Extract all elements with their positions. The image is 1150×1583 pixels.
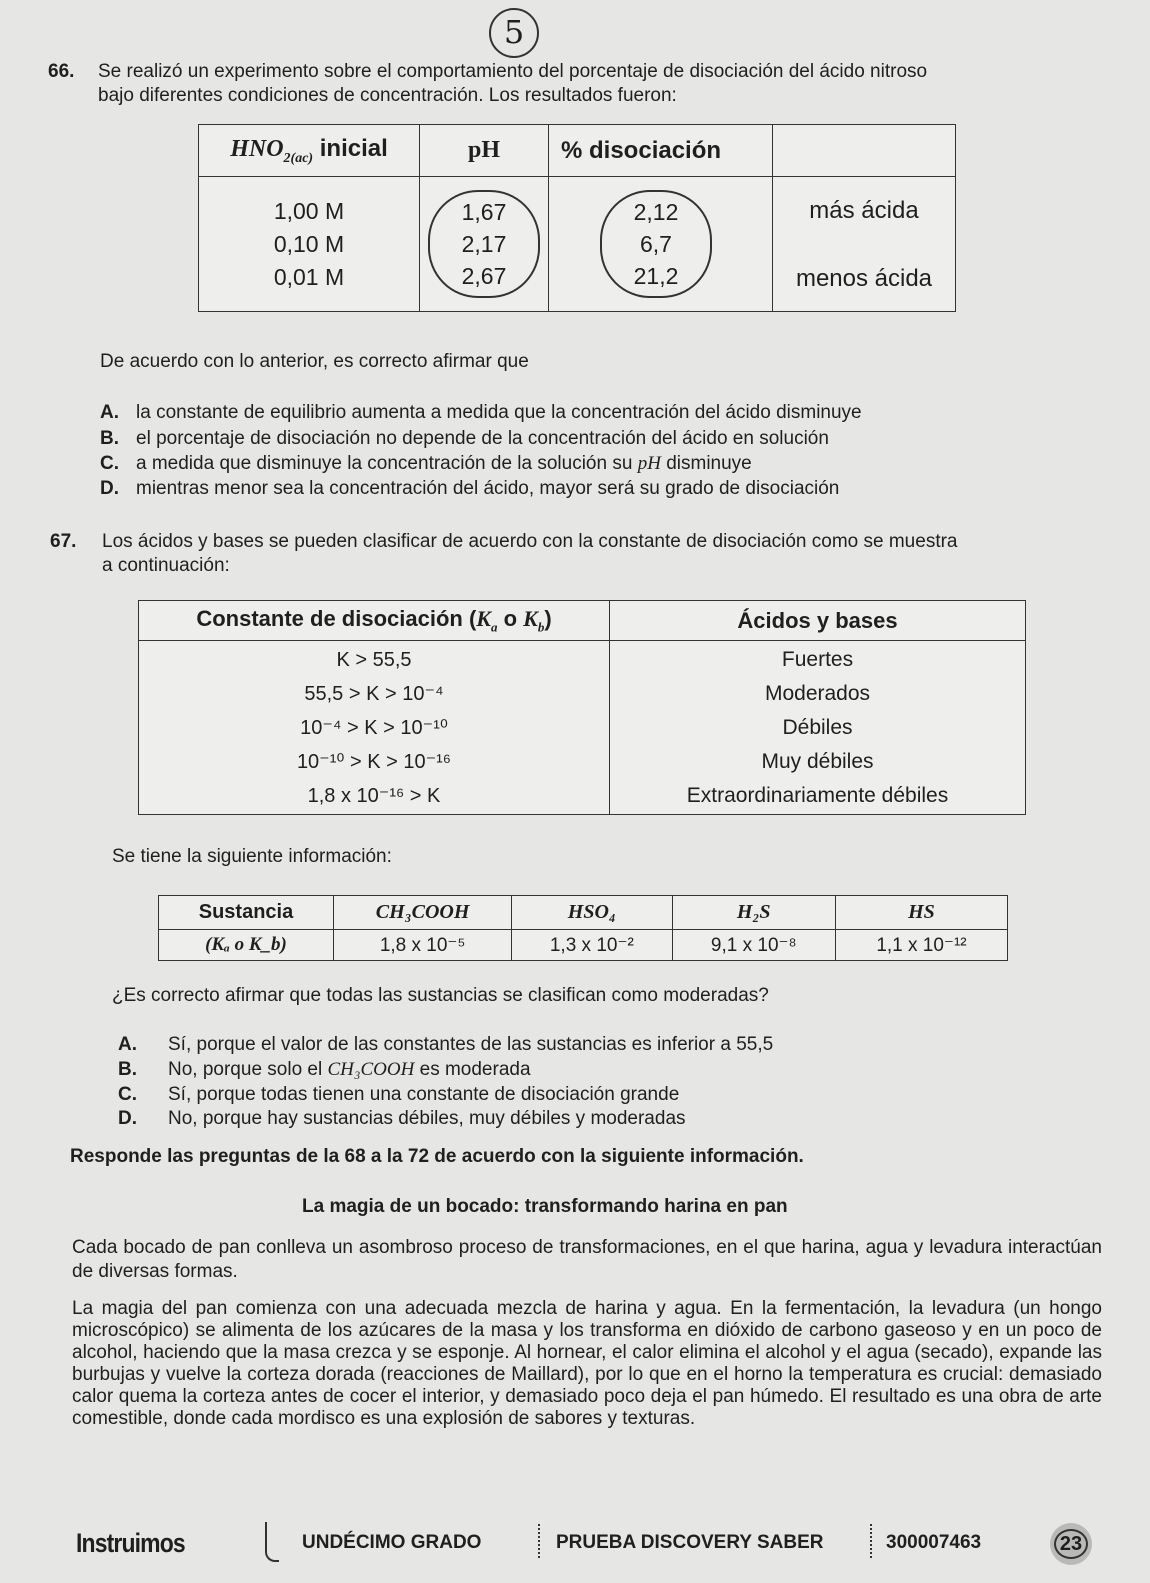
reading-paragraph-2: La magia del pan comienza con una adecuada mezcla de harina y agua. En la fermentación, la levadura (un hongo microscópico) se alimenta de los azúcares de la masa y los transforma en dióxido de carbono gaseoso y en un poco de alcohol, haciendo que la masa crezca y se esponje. Al hornear, el calor elimina el alcohol y el agua (secado), expande las burbujas y vuelve la corteza dorada (reacciones de Maillard), por lo que en el horno la temperatura es crucial: demasiado calor quema la corteza antes de cocer el interior, y demasiado poco deja el pan húmedo. El resultado es una obra de arte comestible, donde cada mordisco es una explosión de sabores y texturas. (72, 1298, 1102, 1429)
footer-bracket (265, 1522, 279, 1562)
q67-info-lead: Se tiene la siguiente información: (112, 846, 392, 867)
q66-note-col: más ácida menos ácida (773, 177, 956, 312)
q67-ranges-col: K > 55,5 55,5 > K > 10⁻⁴ 10⁻⁴ > K > 10⁻¹⁰ 10⁻¹⁰ > K > 10⁻¹⁶ 1,8 x 10⁻¹⁶ > K (139, 641, 610, 815)
substance-1: CH₃COOH (334, 896, 512, 930)
q66-ph-col (420, 177, 549, 312)
constant-header: (Kₐ o K_b) (159, 930, 334, 961)
q67-substances-table (158, 895, 1008, 961)
q66-header-ph: pH (420, 125, 549, 177)
q67-number: 67. (50, 531, 77, 552)
q67-option-b[interactable]: B. No, porque solo el CH₃COOH es moderada (118, 1059, 531, 1080)
q66-table (198, 124, 956, 312)
handwritten-page-mark: 5 (489, 8, 539, 58)
q66-stem: 66. Se realizó un experimento sobre el comportamiento del porcentaje de disociación del ácido nitroso bajo diferentes condiciones de concentración. Los resultados fueron: (48, 61, 928, 106)
reading-paragraph-1: Cada bocado de pan conlleva un asombroso proceso de transformaciones, en el que harina, agua y levadura interactúan de diversas formas. (72, 1237, 1102, 1282)
q67-classification-table (138, 600, 1026, 815)
footer-page-number: 23 (1050, 1523, 1092, 1565)
constant-4: 1,1 x 10⁻¹² (835, 930, 1007, 961)
q66-header-empty (773, 125, 956, 177)
q66-option-b[interactable]: B. el porcentaje de disociación no depende de la concentración del ácido en solución (100, 428, 829, 449)
q66-header-concentration: $HNO_{2(ac)}$ inicial (199, 125, 420, 177)
q67-header-class: Ácidos y bases (610, 601, 1026, 641)
constant-1: 1,8 x 10⁻⁵ (334, 930, 512, 961)
footer-brand: Instruimos (76, 1528, 185, 1558)
q67-option-d[interactable]: D. No, porque hay sustancias débiles, muy débiles y moderadas (118, 1108, 686, 1129)
q67-option-a[interactable]: A. Sí, porque el valor de las constantes de las sustancias es inferior a 55,5 (118, 1034, 774, 1055)
reading-title: La magia de un bocado: transformando harina en pan (302, 1196, 788, 1217)
substance-4: HS (835, 896, 1007, 930)
dissociation-circled-group: 2,12 6,7 21,2 (600, 190, 712, 298)
footer-separator (538, 1524, 540, 1558)
q67-header-constant: Constante de disociación ($K_a$ o $K_b$) (139, 601, 610, 641)
footer-code: 300007463 (886, 1532, 982, 1553)
constant-2: 1,3 x 10⁻² (512, 930, 672, 961)
q66-option-a[interactable]: A. la constante de equilibrio aumenta a medida que la concentración del ácido disminuye (100, 402, 862, 423)
q66-header-dissociation: % disociación (549, 125, 773, 177)
q66-number: 66. (48, 61, 75, 82)
footer-test-name: PRUEBA DISCOVERY SABER (556, 1532, 824, 1553)
footer-separator (870, 1524, 872, 1558)
ph-circled-group: 1,67 2,17 2,67 (428, 190, 540, 298)
substance-header: Sustancia (159, 896, 334, 930)
q66-concentration-col: 1,00 M 0,10 M 0,01 M (199, 177, 420, 312)
q67-stem: 67. Los ácidos y bases se pueden clasificar de acuerdo con la constante de disociación como se muestra a continuación: (50, 531, 958, 576)
footer-grade: UNDÉCIMO GRADO (302, 1532, 482, 1553)
q66-option-d[interactable]: D. mientras menor sea la concentración del ácido, mayor será su grado de disociación (100, 478, 840, 499)
substance-2: HSO₄ (512, 896, 672, 930)
section-instruction: Responde las preguntas de la 68 a la 72 de acuerdo con la siguiente información. (70, 1146, 804, 1167)
substance-3: H₂S (672, 896, 835, 930)
q67-option-c[interactable]: C. Sí, porque todas tienen una constante de disociación grande (118, 1084, 680, 1105)
q67-classes-col: Fuertes Moderados Débiles Muy débiles Extraordinariamente débiles (610, 641, 1026, 815)
q66-lead: De acuerdo con lo anterior, es correcto afirmar que (100, 351, 529, 372)
constant-3: 9,1 x 10⁻⁸ (672, 930, 835, 961)
q67-question: ¿Es correcto afirmar que todas las sustancias se clasifican como moderadas? (112, 985, 769, 1006)
q66-option-c[interactable]: C. a medida que disminuye la concentración de la solución su pH disminuye (100, 453, 752, 474)
q66-dissociation-col (549, 177, 773, 312)
